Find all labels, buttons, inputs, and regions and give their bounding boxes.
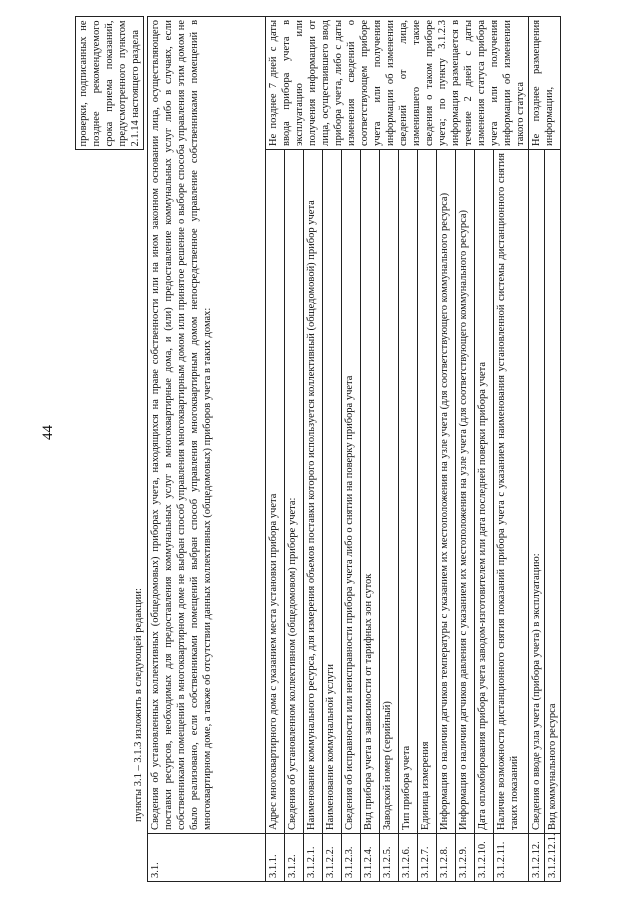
row-number: 3.1.1.	[266, 834, 285, 882]
row-desc: Сведения о вводе узла учета (прибора учета) в эксплуатацию:	[529, 150, 545, 834]
row-desc: Наличие возможности дистанционного снятия показаний прибора учета с указанием наименования установленной системы дистанционного снятия таких показаний	[494, 150, 529, 834]
row-number: 3.1.2.12.	[529, 834, 545, 882]
row-number: 3.1.2.1.	[304, 834, 323, 882]
row-desc: Тип прибора учета	[399, 150, 418, 834]
row-number: 3.1.2.6.	[399, 834, 418, 882]
row-number: 3.1.2.4.	[361, 834, 380, 882]
metering-table	[147, 16, 561, 882]
row-desc: Наименование коммунального ресурса, для измерения объемов поставки которого используется коллективный (общедомовой) прибор учета	[304, 150, 323, 834]
row-number: 3.1.2.7.	[418, 834, 437, 882]
deadline-cell: Не позднее 7 дней с даты ввода прибора учета в эксплуатацию или получения информации от лица, осуществившего ввод прибора учета, либо с даты изменения сведений о соответствующем приборе учета или получения информации об изменении сведений от лица, изменившего такие сведения о таком приборе учета; по пункту 3.1.2.3 информация размещается в течение 2 дней с даты изменения статуса прибора учета или получения информации об изменении такого статуса	[266, 16, 529, 149]
row-desc: Адрес многоквартирного дома с указанием места установки прибора учета	[266, 150, 285, 834]
row-desc: Вид прибора учета в зависимости от тарифных зон суток	[361, 150, 380, 834]
row-number: 3.1.2.10.	[475, 834, 494, 882]
page-number: 44	[40, 425, 56, 440]
section-text: Сведения об установленных коллективных (общедомовых) приборах учета, находящихся на праве собственности или на ином законном основании лица, осуществляющего поставки ресурсов, необходимых для предоставления коммунальных услуг в многоквартирные дома, и (или) предоставление коммунальных услуг либо в случаях, если собственниками помещений в многоквартирном доме не выбран способ управления многоквартирным домом или принятое решение о выборе способа управления этим домом не было реализовано, если собственниками помещений выбран способ управления многоквартирным домом непосредственное управление собственниками помещений в многоквартирном доме, а также об отсутствии данных коллективных (общедомовых) приборов учета в таких домах:	[148, 16, 266, 833]
row-desc: Сведения об исправности или неисправности прибора учета либо о снятии на поверку прибора учета	[342, 150, 361, 834]
row-number: 3.1.2.2.	[323, 834, 342, 882]
continuation-cell: проверки, подписанных не позднее рекомендуемого срока приема показаний, предусмотренного пунктом 2.1.14 настоящего раздела	[76, 17, 144, 150]
row-number: 3.1.2.11.	[494, 834, 529, 882]
row-desc: Информация о наличии датчиков давления с указанием их местоположения на узле учета (для соответствующего коммунального ресурса)	[456, 150, 475, 834]
row-number: 3.1.2.3.	[342, 834, 361, 882]
row-number: 3.1.2.9.	[456, 834, 475, 882]
row-number: 3.1.2.	[285, 834, 304, 882]
amendment-intro: пункты 3.1 – 3.1.3 изложить в следующей редакции:	[133, 588, 144, 822]
row-desc: Наименование коммунальной услуги	[323, 150, 342, 834]
row-number: 3.1.2.8.	[437, 834, 456, 882]
row-number: 3.1.2.5.	[380, 834, 399, 882]
section-number: 3.1.	[148, 834, 266, 882]
row-desc: Информация о наличии датчиков температуры с указанием их местоположения на узле учета (для соответствующего коммунального ресурса)	[437, 150, 456, 834]
row-desc: Вид коммунального ресурса	[545, 150, 561, 834]
row-desc: Заводской номер (серийный)	[380, 150, 399, 834]
rotated-page	[75, 17, 575, 882]
row-desc: Единица измерения	[418, 150, 437, 834]
row-desc: Сведения об установленном коллективном (общедомовом) приборе учета:	[285, 150, 304, 834]
table-row	[266, 16, 285, 881]
table-row	[529, 16, 545, 881]
row-desc: Дата опломбирования прибора учета заводом-изготовителем или дата последней поверки прибора учета	[475, 150, 494, 834]
row-number: 3.1.2.12.1.	[545, 834, 561, 882]
deadline-cell-2: Не позднее размещения информации,	[529, 16, 561, 149]
